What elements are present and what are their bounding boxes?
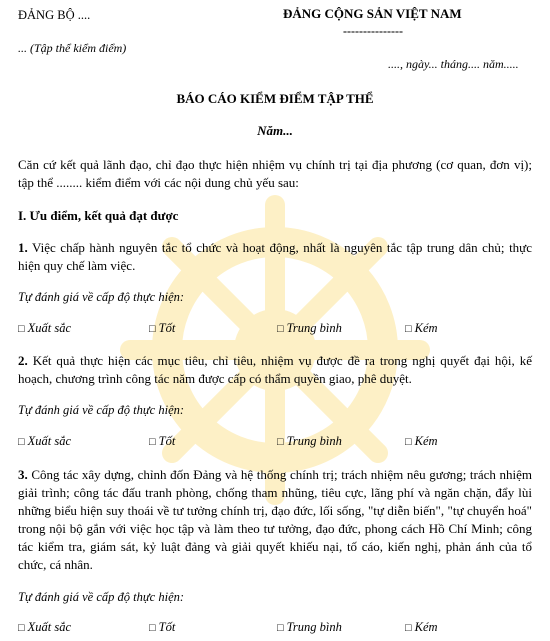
item-paragraph — [18, 239, 532, 275]
header-divider: --------------- — [343, 24, 403, 38]
self-evaluation-label: Tự đánh giá về cấp độ thực hiện: — [18, 403, 185, 417]
checkbox-icon[interactable]: □ — [277, 622, 284, 634]
option-excellent[interactable]: □ Xuất sắc — [18, 321, 72, 335]
item-number: 2. — [18, 353, 28, 368]
option-good[interactable]: □ Tốt — [149, 321, 176, 335]
option-good[interactable]: □ Tốt — [149, 620, 176, 634]
party-committee-label: ĐẢNG BỘ .... — [18, 8, 91, 22]
item-paragraph — [18, 466, 532, 574]
item-text: Việc chấp hành nguyên tắc tổ chức và hoạt động, nhất là nguyên tắc tập trung dân chủ; thực hiện quy chế làm việc. — [18, 240, 532, 273]
self-evaluation-label: Tự đánh giá về cấp độ thực hiện: — [18, 590, 185, 604]
option-excellent[interactable]: □ Xuất sắc — [18, 434, 72, 448]
option-average[interactable]: □ Trung bình — [277, 321, 342, 335]
report-year: Năm... — [257, 123, 293, 138]
option-poor[interactable]: □ Kém — [405, 620, 438, 634]
item-paragraph — [18, 352, 532, 388]
option-average[interactable]: □ Trung bình — [277, 620, 342, 634]
option-good[interactable]: □ Tốt — [149, 434, 176, 448]
intro-paragraph: Căn cứ kết quả lãnh đạo, chỉ đạo thực hiện nhiệm vụ chính trị tại địa phương (cơ quan, đơn vị); tập thể ........ kiểm điểm với các nội dung chủ yếu sau: — [18, 157, 532, 190]
item-number: 1. — [18, 240, 28, 255]
checkbox-icon[interactable]: □ — [18, 323, 25, 335]
checkbox-icon[interactable]: □ — [149, 622, 156, 634]
checkbox-icon[interactable]: □ — [149, 323, 156, 335]
checkbox-icon[interactable]: □ — [149, 436, 156, 448]
self-evaluation-label: Tự đánh giá về cấp độ thực hiện: — [18, 290, 185, 304]
option-excellent[interactable]: □ Xuất sắc — [18, 620, 72, 634]
checkbox-icon[interactable]: □ — [277, 323, 284, 335]
checkbox-icon[interactable]: □ — [405, 622, 412, 634]
section-heading: I. Ưu điểm, kết quả đạt được — [18, 208, 179, 223]
checkbox-icon[interactable]: □ — [405, 323, 412, 335]
option-average[interactable]: □ Trung bình — [277, 434, 342, 448]
date-line: ...., ngày... tháng.... năm..... — [388, 57, 519, 71]
checkbox-icon[interactable]: □ — [405, 436, 412, 448]
option-poor[interactable]: □ Kém — [405, 434, 438, 448]
option-poor[interactable]: □ Kém — [405, 321, 438, 335]
item-text: Kết quả thực hiện các mục tiêu, chỉ tiêu, nhiệm vụ được đề ra trong nghị quyết đại hội, kế hoạch, chương trình công tác năm được cấp có thẩm quyền giao, phê duyệt. — [18, 353, 532, 386]
checkbox-icon[interactable]: □ — [277, 436, 284, 448]
item-text: Công tác xây dựng, chỉnh đốn Đảng và hệ thống chính trị; trách nhiệm nêu gương; trách nhiệm giải trình; công tác đấu tranh phòng, chống tham nhũng, tiêu cực, lãng phí và ngăn chặn, đẩy lùi những biểu hiện suy thoái về tư tưởng chính trị, đạo đức, lối sống, "tự diễn biến", "tự chuyển hoá" trong nội bộ gắn với việc học tập và làm theo tư tưởng, đạo đức, phong cách Hồ Chí Minh; công tác kiểm tra, giám sát, kỷ luật đảng và giải quyết khiếu nại, tố cáo, kiến nghị, phản ánh của tổ chức, cá nhân. — [18, 467, 532, 572]
collective-label: ... (Tập thể kiểm điểm) — [18, 41, 127, 55]
item-number: 3. — [18, 467, 28, 482]
checkbox-icon[interactable]: □ — [18, 622, 25, 634]
party-name-heading: ĐẢNG CỘNG SẢN VIỆT NAM — [283, 6, 462, 21]
checkbox-icon[interactable]: □ — [18, 436, 25, 448]
report-title: BÁO CÁO KIỂM ĐIỂM TẬP THỂ — [176, 91, 374, 106]
